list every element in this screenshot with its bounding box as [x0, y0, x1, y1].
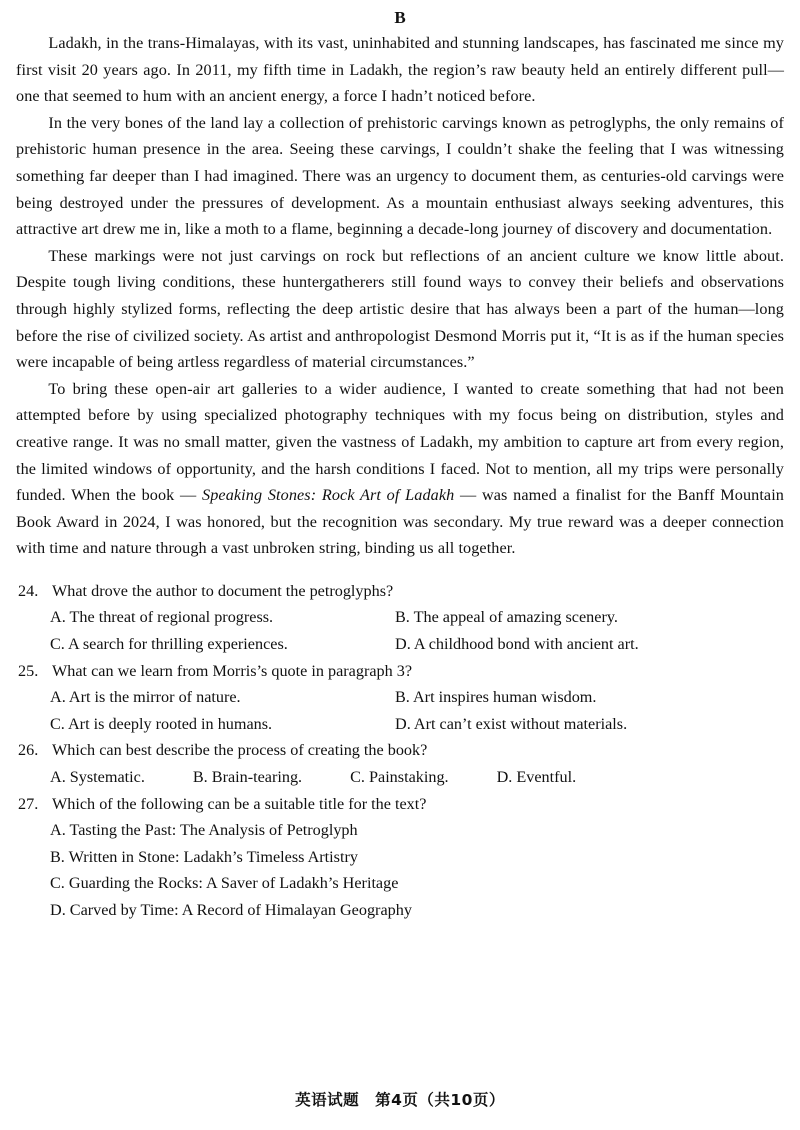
question-number: 27.	[18, 794, 39, 813]
option-a[interactable]: A. Tasting the Past: The Analysis of Petroglyph	[50, 821, 358, 840]
option-group	[16, 684, 784, 737]
paragraph-4	[16, 376, 784, 562]
question-number: 25.	[18, 661, 39, 680]
option-group	[16, 817, 784, 923]
option-a[interactable]: A. Systematic.	[50, 768, 145, 787]
question-list	[16, 578, 784, 924]
question-number: 26.	[18, 741, 39, 760]
option-c[interactable]: C. A search for thrilling experiences.	[50, 635, 288, 654]
question-27	[16, 791, 784, 924]
option-b[interactable]: B. Brain-tearing.	[192, 768, 303, 787]
section-heading: B	[394, 8, 406, 27]
question-stem: Which can best describe the process of creating the book?	[52, 741, 428, 760]
option-group	[16, 604, 784, 657]
question-25	[16, 658, 784, 738]
paragraph-1: Ladakh, in the trans-Himalayas, with its vast, uninhabited and stunning landscapes, has fascinated me since my first visit 20 years ago. In 2011, my fifth time in Ladakh, the region’s raw beauty held an entirely different pull—one that seemed to hum with an ancient energy, a force I hadn’t noticed before.	[16, 34, 784, 106]
book-title: Speaking Stones: Rock Art of Ladakh	[202, 486, 455, 505]
option-c[interactable]: C. Art is deeply rooted in humans.	[50, 714, 273, 733]
option-d[interactable]: D. A childhood bond with ancient art.	[395, 635, 639, 654]
paragraph-4-part-2: — was named a finalist for the Banff Mountain Book Award in 2024, I was honored, but the recognition was secondary. My true reward was a deeper connection with time and nature through a vast unbroken string, binding us all together.	[16, 486, 784, 558]
reading-passage	[16, 30, 784, 562]
option-a[interactable]: A. Art is the mirror of nature.	[50, 688, 241, 707]
option-b[interactable]: B. Written in Stone: Ladakh’s Timeless Artistry	[50, 847, 358, 866]
question-stem: Which of the following can be a suitable title for the text?	[52, 794, 427, 813]
question-24	[16, 578, 784, 658]
option-c[interactable]: C. Painstaking.	[350, 768, 449, 787]
question-number: 24.	[18, 581, 39, 600]
option-b[interactable]: B. The appeal of amazing scenery.	[395, 608, 618, 627]
option-d[interactable]: D. Art can’t exist without materials.	[395, 714, 628, 733]
page-footer: 英语试题 第4页（共10页）	[295, 1091, 505, 1109]
option-b[interactable]: B. Art inspires human wisdom.	[395, 688, 597, 707]
paragraph-2: In the very bones of the land lay a collection of prehistoric carvings known as petroglyphs, the only remains of prehistoric human presence in the area. Seeing these carvings, I couldn’t shake the feeling that I was witnessing something far deeper than I had imagined. There was an urgency to document them, as centuries-old carvings were being destroyed under the pressures of development. As a mountain enthusiast always seeking adventures, this attractive art drew me in, like a moth to a flame, beginning a decade-long journey of discovery and documentation.	[16, 113, 784, 239]
paragraph-3: These markings were not just carvings on rock but reflections of an ancient culture we know little about. Despite tough living conditions, these huntergatherers still found ways to convey their beliefs and observations through highly stylized forms, reflecting the deep artistic desire that has always been a part of the human—long before the rise of civilized society. As artist and anthropologist Desmond Morris put it, “It is as if the human species were incapable of being artless regardless of material circumstances.”	[16, 246, 784, 372]
option-group	[16, 764, 784, 791]
question-stem: What can we learn from Morris’s quote in paragraph 3?	[52, 661, 413, 680]
option-d[interactable]: D. Carved by Time: A Record of Himalayan Geography	[50, 901, 412, 919]
option-c[interactable]: C. Guarding the Rocks: A Saver of Ladakh’s Heritage	[50, 874, 399, 893]
paragraph-4-part-1: To bring these open-air art galleries to a wider audience, I wanted to create something that had not been attempted before by using specialized photography techniques with my focus being on distribution, styles and creative range. It was no small matter, given the vastness of Ladakh, my ambition to capture art from every region, the limited windows of opportunity, and the harsh conditions I faced. Not to mention, all my trips were personally funded. When the book —	[16, 379, 784, 505]
question-26	[16, 737, 784, 790]
option-d[interactable]: D. Eventful.	[496, 768, 577, 787]
option-a[interactable]: A. The threat of regional progress.	[50, 608, 274, 627]
question-stem: What drove the author to document the petroglyphs?	[52, 581, 394, 600]
